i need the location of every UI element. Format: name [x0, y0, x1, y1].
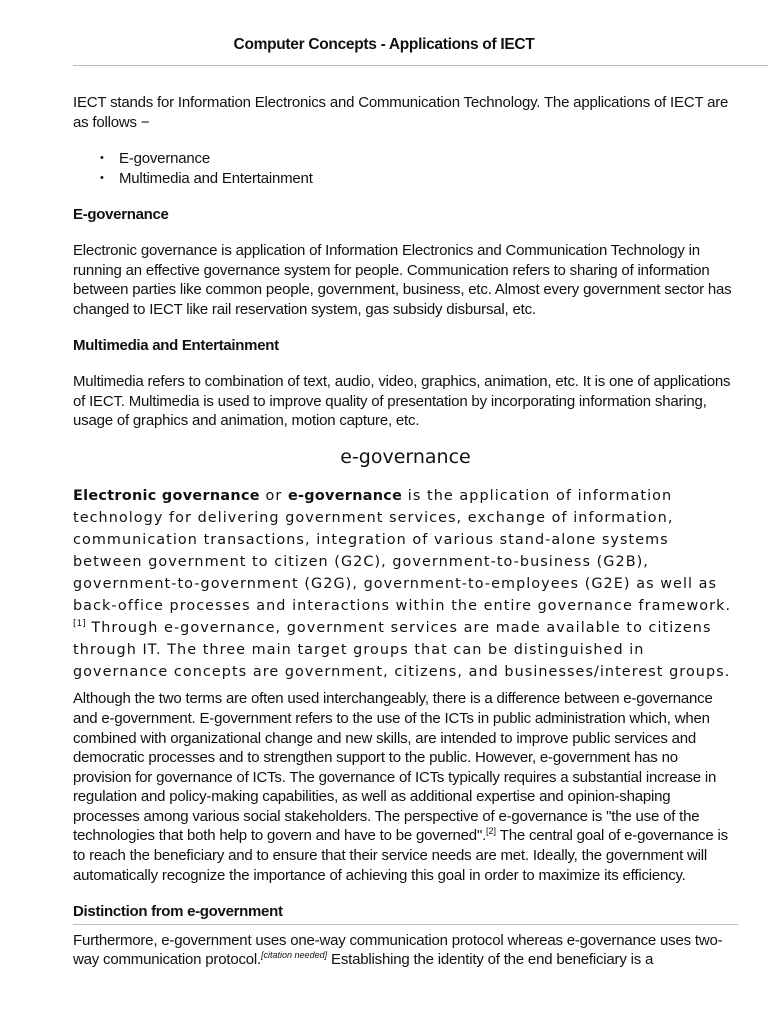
applications-list	[73, 149, 738, 188]
reference-link-2[interactable]: [2]	[486, 826, 497, 837]
lead-text-continued: Through e-governance, government services are made available to citizens through IT. The three main target groups that can be distinguished in governance concepts are government, citizens, and businesses/interest groups.	[73, 620, 731, 681]
section-heading-egovernance: E-governance	[73, 206, 169, 224]
list-item: • Multimedia and Entertainment	[119, 169, 738, 189]
article-lead-paragraph	[73, 485, 738, 683]
distinction-text-continued: Establishing the identity of the end beneficiary is a	[327, 951, 654, 969]
lead-connector: or	[259, 488, 288, 505]
citation-needed-text: [citation needed]	[261, 950, 328, 961]
section-paragraph-multimedia: Multimedia refers to combination of text, audio, video, graphics, animation, etc. It is one of applications of IECT. Multimedia is used to improve quality of presentation by incorporating information sharing, usage of graphics and animation, motion capture, etc.	[73, 372, 731, 430]
intro-paragraph: IECT stands for Information Electronics and Communication Technology. The applications of IECT are as follows −	[73, 94, 729, 131]
citation-needed-link[interactable]	[261, 950, 327, 960]
section-paragraph-egovernance: Electronic governance is application of Information Electronics and Communication Technology in running an effective governance system for people. Communication refers to sharing of information between parties like common people, government, business, etc. Almost every government sector has changed to IECT like rail reservation system, gas subsidy disbursal, etc.	[73, 241, 732, 318]
bold-term-electronic-governance: Electronic governance	[73, 488, 260, 505]
reference-link-1[interactable]: [1]	[73, 619, 86, 630]
difference-text-continued: The central goal of e-governance is to reach the beneficiary and to ensure that their service needs are met. Ideally, the government will automatically recognize the importance of achieving this goal in order to maximize its efficiency.	[73, 827, 728, 884]
bold-term-e-governance: e-governance	[287, 488, 403, 505]
list-item: • E-governance	[119, 149, 738, 169]
article-title: e-governance	[340, 445, 471, 468]
section-heading-multimedia: Multimedia and Entertainment	[73, 337, 279, 355]
article-paragraph-difference	[73, 689, 738, 885]
subsection-heading-distinction: Distinction from e-government	[73, 902, 738, 925]
distinction-text: Furthermore, e-government uses one-way communication protocol whereas e-governance uses two-way communication protocol.	[73, 931, 723, 969]
document-body	[73, 93, 738, 970]
lead-text: is the application of information technology for delivering government services, exchange of information, communication transactions, integration of various stand-alone systems between government to citizen (G2C), government-to-business (G2B), government-to-government (G2G), government-to-employees (G2E) as well as back-office processes and interactions within the entire governance framework.	[73, 488, 732, 615]
difference-text: Although the two terms are often used interchangeably, there is a difference between e-governance and e-government. E-government refers to the use of the ICTs in public administration which, when combined with organizational change and new skills, are intended to improve public services and democratic processes and to strengthen support to the public. However, e-government has no provision for governance of ICTs. The governance of ICTs typically requires a substantial increase in regulation and policy-making capabilities, as well as additional expertise and opinion-shaping processes among various social stakeholders. The perspective of e-governance is "the use of the technologies that both help to govern and have to be governed".	[73, 690, 717, 845]
article-paragraph-distinction	[73, 931, 738, 970]
page-header: Computer Concepts - Applications of IECT	[233, 36, 535, 53]
header-divider	[73, 65, 768, 66]
